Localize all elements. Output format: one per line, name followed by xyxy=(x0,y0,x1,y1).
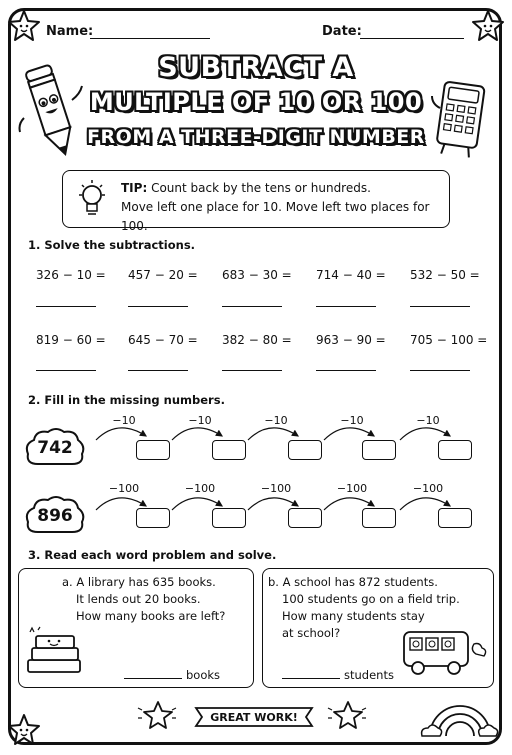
step-label: −10 xyxy=(188,414,212,427)
missing-number-box[interactable] xyxy=(288,440,322,460)
problem-b-line-3: How many students stay xyxy=(282,609,425,623)
step-label: −100 xyxy=(412,482,444,495)
missing-number-box[interactable] xyxy=(212,440,246,460)
name-line[interactable] xyxy=(90,38,210,39)
section-2-heading: 2. Fill in the missing numbers. xyxy=(28,393,225,407)
books-icon xyxy=(22,626,86,682)
title-line-1: SUBTRACT A xyxy=(158,52,354,83)
step-label: −100 xyxy=(184,482,216,495)
answer-line[interactable] xyxy=(410,370,470,371)
tip-line-2: Move left one place for 10. Move left two places for 100. xyxy=(121,200,430,233)
problem-b-line-4: at school? xyxy=(282,626,341,640)
step-label: −100 xyxy=(108,482,140,495)
rainbow-icon xyxy=(420,690,500,740)
problem-a-line-2: It lends out 20 books. xyxy=(76,592,201,606)
problem: 705 − 100 = xyxy=(410,333,488,347)
step-label: −10 xyxy=(340,414,364,427)
star-icon xyxy=(6,712,42,748)
answer-line[interactable] xyxy=(222,306,282,307)
title-line-2: MULTIPLE OF 10 OR 100 xyxy=(89,88,423,116)
section-1-heading: 1. Solve the subtractions. xyxy=(28,238,196,252)
answer-unit-students: students xyxy=(344,668,394,682)
name-label: Name: xyxy=(46,24,94,39)
step-label: −100 xyxy=(336,482,368,495)
answer-line[interactable] xyxy=(128,306,188,307)
great-work-text: GREAT WORK! xyxy=(210,711,298,724)
missing-number-box[interactable] xyxy=(212,508,246,528)
problem: 457 − 20 = xyxy=(128,268,198,282)
answer-line[interactable] xyxy=(282,678,340,679)
tip-text xyxy=(121,179,449,236)
problem: 963 − 90 = xyxy=(316,333,386,347)
chain-2-start-number: 896 xyxy=(37,506,73,526)
answer-line[interactable] xyxy=(36,306,96,307)
date-label: Date: xyxy=(322,24,362,39)
missing-number-box[interactable] xyxy=(362,440,396,460)
tip-label: TIP: xyxy=(121,181,148,195)
step-label: −10 xyxy=(264,414,288,427)
problem: 382 − 80 = xyxy=(222,333,292,347)
problem: 819 − 60 = xyxy=(36,333,106,347)
problem: 714 − 40 = xyxy=(316,268,386,282)
tip-box xyxy=(62,170,450,233)
calculator-icon xyxy=(428,78,494,162)
school-bus-icon xyxy=(398,624,488,680)
answer-line[interactable] xyxy=(128,370,188,371)
missing-number-box[interactable] xyxy=(362,508,396,528)
pencil-icon xyxy=(14,58,90,162)
star-icon xyxy=(136,698,180,734)
missing-number-box[interactable] xyxy=(438,440,472,460)
step-label: −100 xyxy=(260,482,292,495)
star-icon xyxy=(326,698,370,734)
answer-line[interactable] xyxy=(124,678,182,679)
answer-line[interactable] xyxy=(36,370,96,371)
chain-1-start-number: 742 xyxy=(37,438,73,458)
problem: 532 − 50 = xyxy=(410,268,480,282)
answer-line[interactable] xyxy=(316,306,376,307)
title-line-3: FROM A THREE-DIGIT NUMBER xyxy=(87,126,425,148)
problem: 683 − 30 = xyxy=(222,268,292,282)
section-3-heading: 3. Read each word problem and solve. xyxy=(28,548,277,562)
step-label: −10 xyxy=(416,414,440,427)
word-problem-a-text xyxy=(62,574,225,625)
missing-number-box[interactable] xyxy=(136,508,170,528)
problem-b-line-2: 100 students go on a field trip. xyxy=(282,592,460,606)
tip-line-1: Count back by the tens or hundreds. xyxy=(151,181,371,195)
date-line[interactable] xyxy=(360,38,464,39)
problem-a-line-1: a. A library has 635 books. xyxy=(62,575,216,589)
missing-number-box[interactable] xyxy=(136,440,170,460)
missing-number-box[interactable] xyxy=(438,508,472,528)
problem: 326 − 10 = xyxy=(36,268,106,282)
star-icon xyxy=(470,8,506,44)
problem-b-line-1: b. A school has 872 students. xyxy=(268,575,438,589)
step-label: −10 xyxy=(112,414,136,427)
lightbulb-icon xyxy=(75,177,109,221)
problem: 645 − 70 = xyxy=(128,333,198,347)
answer-line[interactable] xyxy=(410,306,470,307)
answer-unit-books: books xyxy=(186,668,221,682)
missing-number-box[interactable] xyxy=(288,508,322,528)
answer-line[interactable] xyxy=(222,370,282,371)
answer-line[interactable] xyxy=(316,370,376,371)
star-icon xyxy=(6,8,42,44)
problem-a-line-3: How many books are left? xyxy=(76,609,226,623)
